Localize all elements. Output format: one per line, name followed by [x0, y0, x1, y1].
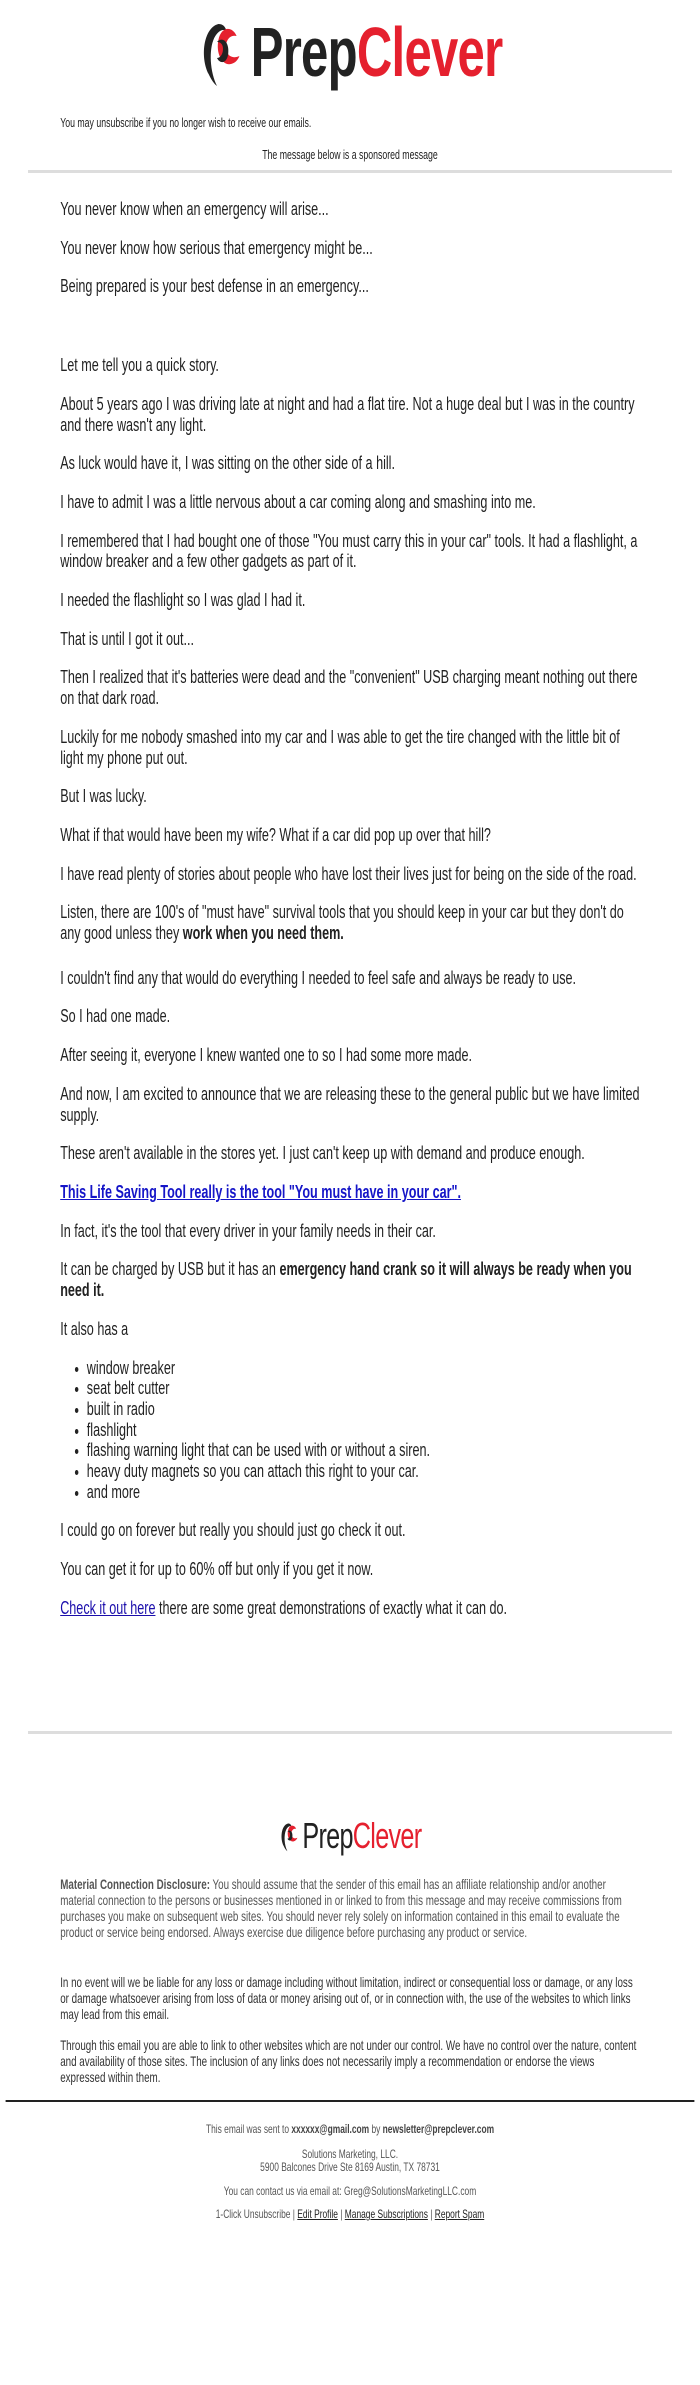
story-paragraph: These aren't available in the stores yet. I just can't keep up with demand and produce enough.: [60, 1143, 585, 1164]
story-paragraph: I couldn't find any that would do everything I needed to feel safe and always be ready to use.: [60, 967, 577, 988]
company-name: Solutions Marketing, LLC.: [301, 2146, 399, 2161]
feature-item: • heavy duty magnets so you can attach this right to your car.: [87, 1461, 640, 1482]
emphasis: work when you need them.: [182, 923, 344, 944]
email-body: [0, 199, 700, 1619]
liability-disclaimer: In no event will we be liable for any loss or damage including without limitation, indirect or consequential loss or damage, or any loss or damage whatsoever arising from loss of data or money arising out of, or in connection with, the use of the websites to which links may lead from this email.: [60, 1973, 633, 2023]
emphasis: emergency hand crank so it will always be ready when you need it.: [60, 1259, 632, 1301]
feature-item: • window breaker: [87, 1358, 640, 1379]
report-spam-link[interactable]: Report Spam: [434, 2206, 485, 2221]
divider: [28, 170, 672, 173]
footer: [0, 2123, 700, 2221]
prepclever-mark-icon: [279, 1819, 303, 1853]
story-paragraph: Then I realized that it's batteries were dead and the "convenient" USB charging meant nothing out there on that dark road.: [60, 667, 638, 709]
prepclever-footer-logo: PrepClever: [0, 1816, 700, 1856]
feature-item: • seat belt cutter: [87, 1378, 640, 1399]
story-paragraph: But I was lucky.: [60, 786, 147, 807]
story-paragraph: After seeing it, everyone I knew wanted one to so I had some more made.: [60, 1045, 473, 1066]
unsubscribe-notice: You may unsubscribe if you no longer wish to receive our emails.: [60, 116, 312, 130]
intro-paragraph: You never know how serious that emergency might be...: [60, 237, 373, 258]
footer-links: 1-Click Unsubscribe | Edit Profile | Manage Subscriptions | Report Spam: [215, 2206, 485, 2221]
company-address: 5900 Balcones Drive Ste 8169 Austin, TX 78731: [260, 2159, 440, 2174]
prepclever-mark-icon: [198, 14, 251, 90]
product-headline-link[interactable]: This Life Saving Tool really is the tool "You must have in your car".: [60, 1181, 461, 1202]
story-paragraph: Let me tell you a quick story.: [60, 355, 219, 376]
logo-prep: Prep: [250, 13, 357, 91]
story-paragraph: And now, I am excited to announce that we are releasing these to the general public but we have limited supply.: [60, 1083, 640, 1125]
story-paragraph: About 5 years ago I was driving late at night and had a flat tire. Not a huge deal but I was in the country and there wasn't any light.: [60, 393, 635, 435]
in-fact-paragraph: In fact, it's the tool that every driver in your family needs in their car.: [60, 1220, 436, 1241]
feature-item: • built in radio: [87, 1399, 640, 1420]
story-paragraph: I remembered that I had bought one of those "You must carry this in your car" tools. It had a flashlight, a window breaker and a few other gadgets as part of it.: [60, 530, 638, 572]
one-click-unsubscribe[interactable]: 1-Click Unsubscribe: [215, 2206, 291, 2221]
also-has-paragraph: It also has a: [60, 1318, 129, 1339]
divider: [6, 2100, 695, 2102]
sent-to-line: This email was sent to xxxxxx@gmail.com by newsletter@prepclever.com: [205, 2121, 495, 2136]
charged-paragraph: It can be charged by USB but it has an emergency hand crank so it will always be ready when you need it.: [60, 1259, 632, 1301]
story-paragraph: I have read plenty of stories about people who have lost their lives just for being on the side of the road.: [60, 863, 637, 884]
feature-item: • and more: [87, 1482, 640, 1503]
logo-clever: Clever: [356, 13, 503, 91]
material-disclosure: Material Connection Disclosure: You should assume that the sender of this email has an affiliate relationship and/or another material connection to the persons or businesses mentioned in or linked to from this message and may receive commissions from purchases you make on subsequent web sites. You should never rely solely on information contained in this email to evaluate the product or service being endorsed. Always exercise due diligence before purchasing any product or service.: [60, 1875, 622, 1941]
divider: [28, 1731, 672, 1734]
story-paragraph: I needed the flashlight so I was glad I had it.: [60, 590, 306, 611]
intro-paragraph: Being prepared is your best defense in an emergency...: [60, 276, 369, 297]
story-paragraph: That is until I got it out...: [60, 628, 194, 649]
feature-item: • flashlight: [87, 1420, 640, 1441]
sponsored-notice: The message below is a sponsored message: [262, 148, 438, 162]
listen-paragraph: Listen, there are 100's of "must have" survival tools that you should keep in your car but they don't do any good unless they work when you need them.: [60, 902, 624, 944]
story-paragraph: I have to admit I was a little nervous about a car coming along and smashing into me.: [60, 491, 536, 512]
story-paragraph: Luckily for me nobody smashed into my car and I was able to get the tire changed with the little bit of light my phone put out.: [60, 726, 620, 768]
discount-paragraph: You can get it for up to 60% off but only if you get it now.: [60, 1559, 374, 1580]
story-paragraph: As luck would have it, I was sitting on the other side of a hill.: [60, 453, 395, 474]
check-it-out-link[interactable]: Check it out here: [60, 1597, 156, 1618]
external-links-disclaimer: Through this email you are able to link to other websites which are not under our control. We have no control over the nature, content and availability of those sites. The inclusion of any links does not necessarily imply a recommendation or endorse the views expressed within them.: [60, 2036, 637, 2086]
cta-paragraph: Check it out here there are some great demonstrations of exactly what it can do.: [60, 1597, 508, 1618]
manage-subscriptions-link[interactable]: Manage Subscriptions: [344, 2206, 428, 2221]
story-paragraph: So I had one made.: [60, 1006, 171, 1027]
contact-line: You can contact us via email at: Greg@SolutionsMarketingLLC.com: [223, 2183, 477, 2198]
edit-profile-link[interactable]: Edit Profile: [297, 2206, 338, 2221]
go-on-paragraph: I could go on forever but really you should just go check it out.: [60, 1520, 406, 1541]
intro-paragraph: You never know when an emergency will arise...: [60, 199, 329, 219]
disclosure: [0, 1876, 700, 2086]
feature-list: [60, 1358, 640, 1503]
feature-item: • flashing warning light that can be used with or without a siren.: [87, 1440, 640, 1461]
prepclever-logo: [0, 0, 700, 92]
story-paragraph: What if that would have been my wife? What if a car did pop up over that hill?: [60, 824, 491, 845]
